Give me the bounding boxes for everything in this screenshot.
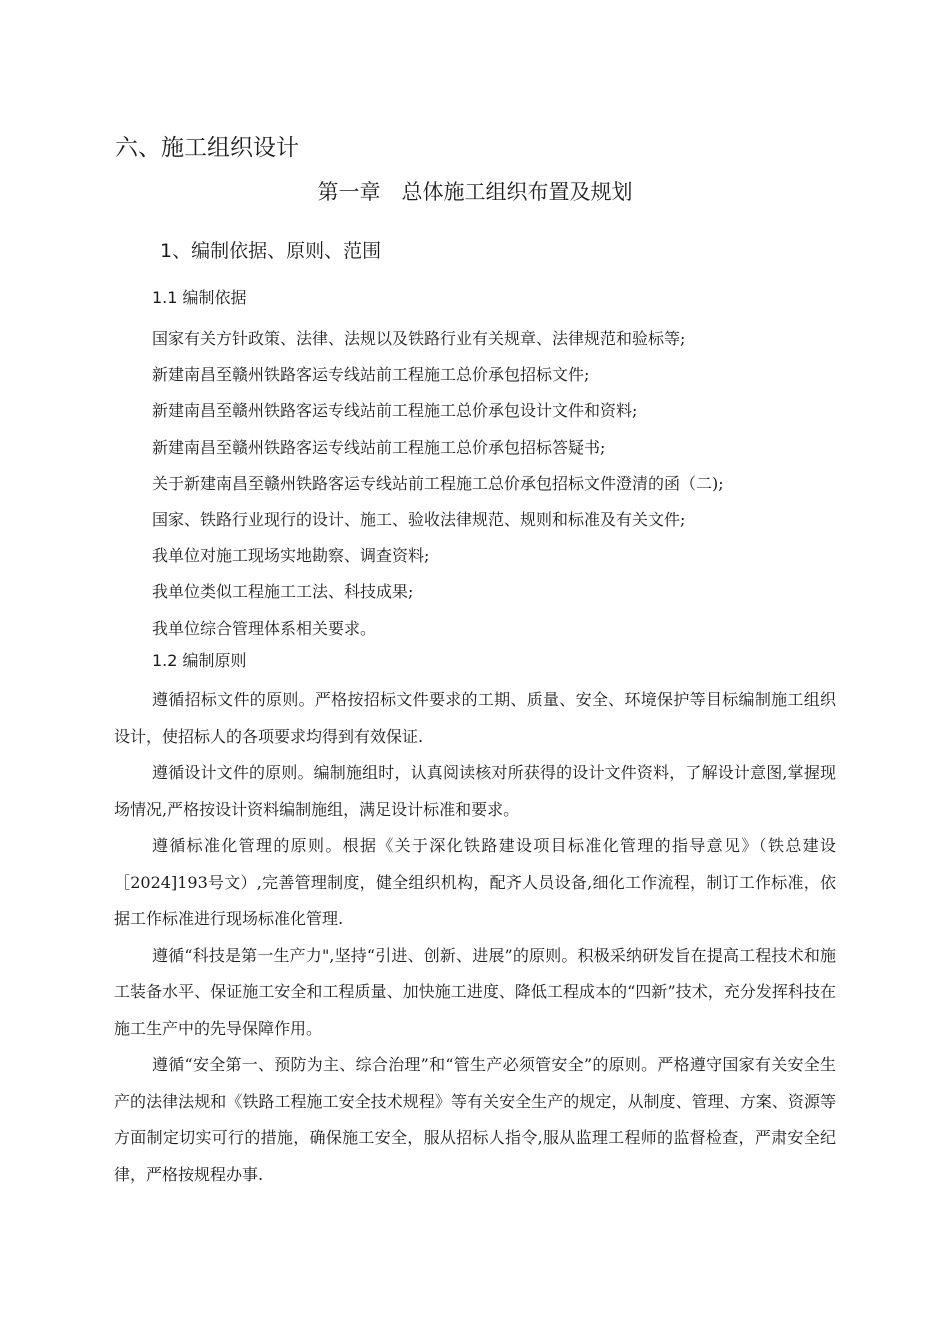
- list-item: 新建南昌至赣州铁路客运专线站前工程施工总价承包设计文件和资料;: [152, 401, 638, 421]
- compilation-principles-body: [114, 682, 836, 1193]
- section-title: 六、施工组织设计: [115, 135, 299, 161]
- paragraph: 遵循“科技是第一生产力",坚持“引进、创新、进展”的原则。积极采纳研发旨在提高工程技术和施工装备水平、保证施工安全和工程质量、加快施工进度、降低工程成本的“四新”技术，充分发挥科技在施工生产中的先导保障作用。: [114, 945, 836, 1038]
- paragraph: 遵循“安全第一、预防为主、综合治理”和“管生产必须管安全”的原则。严格遵守国家有关安全生产的法律法规和《铁路工程施工安全技术规程》等有关安全生产的规定，从制度、管理、方案、资源等方面制定切实可行的措施，确保施工安全，服从招标人指令,服从监理工程师的监督检查，严肃安全纪律，严格按规程办事.: [114, 1055, 836, 1184]
- list-item: 关于新建南昌至赣州铁路客运专线站前工程施工总价承包招标文件澄清的函（二);: [152, 473, 724, 493]
- paragraph: 遵循招标文件的原则。严格按招标文件要求的工期、质量、安全、环境保护等目标编制施工组织设计，使招标人的各项要求均得到有效保证.: [114, 690, 836, 746]
- compilation-basis-list: [152, 321, 872, 647]
- list-item: 我单位类似工程施工工法、科技成果;: [152, 582, 414, 602]
- list-item: 新建南昌至赣州铁路客运专线站前工程施工总价承包招标文件;: [152, 365, 590, 385]
- heading-basis-principles-scope: 1、编制依据、原则、范围: [160, 240, 382, 262]
- heading-compilation-basis: 1.1 编制依据: [152, 288, 247, 307]
- list-item: 国家、铁路行业现行的设计、施工、验收法律规范、规则和标准及有关文件;: [152, 509, 686, 529]
- list-item: 国家有关方针政策、法律、法规以及铁路行业有关规章、法律规范和验标等;: [152, 329, 686, 348]
- list-item: 我单位对施工现场实地勘察、调查资料;: [152, 546, 430, 566]
- chapter-title: 第一章 总体施工组织布置及规划: [317, 180, 633, 204]
- paragraph: 遵循标准化管理的原则。根据《关于深化铁路建设项目标准化管理的指导意见》（铁总建设［2024]193号文）,完善管理制度，健全组织机构，配齐人员设备,细化工作流程，制订工作标准，依据工作标准进行现场标准化管理.: [114, 836, 836, 928]
- list-item: 新建南昌至赣州铁路客运专线站前工程施工总价承包招标答疑书;: [152, 437, 606, 457]
- list-item: 我单位综合管理体系相关要求。: [152, 618, 377, 638]
- heading-compilation-principles: 1.2 编制原则: [152, 651, 247, 670]
- paragraph: 遵循设计文件的原则。编制施组时，认真阅读核对所获得的设计文件资料，了解设计意图,掌握现场情况,严格按设计资料编制施组，满足设计标准和要求。: [114, 763, 836, 819]
